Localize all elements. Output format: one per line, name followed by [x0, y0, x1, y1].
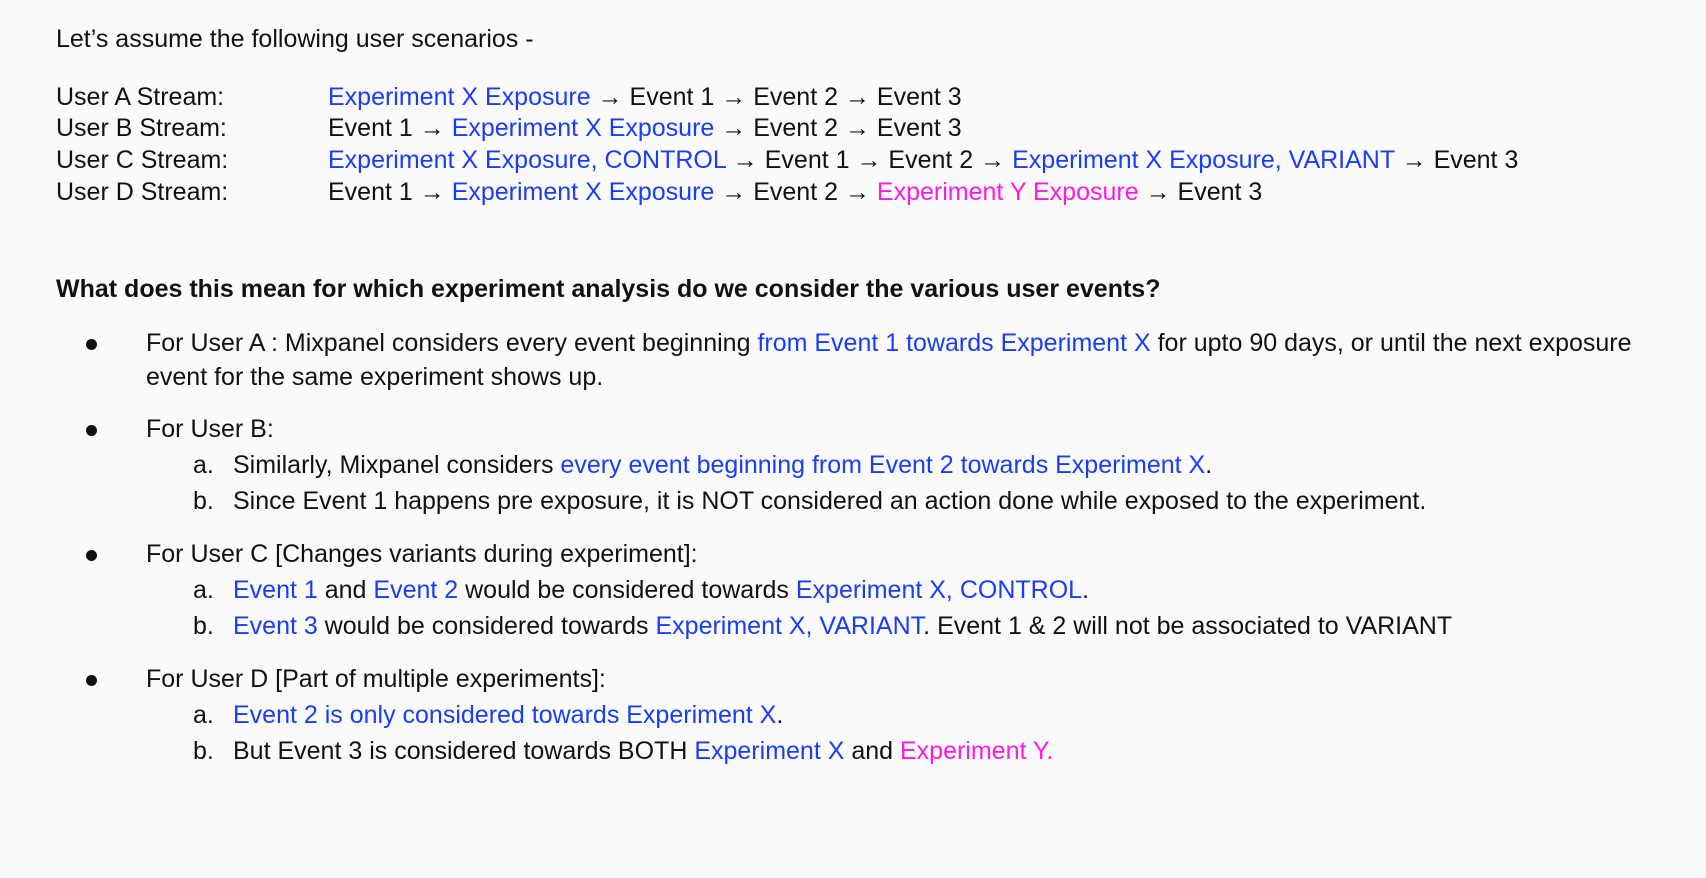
text-segment: For User C [Changes variants during experiment]: [146, 539, 698, 568]
text-segment: Event 1 [328, 114, 413, 143]
text-segment: Event 2 [888, 146, 974, 174]
stream-body [328, 113, 962, 145]
text-segment: Experiment X Exposure [328, 82, 591, 111]
stream-label: User C Stream: [56, 146, 229, 174]
text-segment: Event 3 [1433, 146, 1519, 174]
text-segment: → [1394, 146, 1434, 174]
text-segment: → [714, 177, 754, 206]
text-segment: Similarly, Mixpanel considers [233, 450, 561, 479]
sub-text [233, 487, 1426, 515]
stream-label: User B Stream: [56, 114, 227, 143]
sub-marker: a. [193, 575, 214, 604]
text-segment: → [849, 146, 889, 174]
sub-text [233, 737, 1053, 765]
text-segment: Experiment X [694, 737, 845, 765]
stream-row-b [56, 113, 1666, 145]
explanation-list [56, 326, 1666, 769]
text-segment: For User D [Part of multiple experiments]: [146, 664, 606, 693]
text-segment: → [838, 177, 877, 206]
text-segment: Event 1 [629, 82, 715, 111]
bullet-text [56, 326, 1666, 394]
stream-body [328, 82, 962, 114]
sub-list-user-d [56, 698, 1666, 769]
sub-list-item [56, 573, 1666, 608]
bullet-dot-icon [86, 425, 97, 436]
list-item-user-c [56, 537, 1666, 644]
text-segment: → [412, 177, 452, 206]
text-segment: from Event 1 towards Experiment X [757, 328, 1151, 357]
text-segment: For User A : Mixpanel considers every event beginning [146, 328, 758, 357]
text-segment: Event 1 [328, 177, 413, 206]
text-segment: → [1138, 177, 1178, 206]
text-segment: would be considered towards [317, 612, 656, 640]
text-segment: Experiment X Exposure, CONTROL [328, 146, 726, 174]
text-segment: Event 3 [1177, 177, 1263, 206]
sub-list-item [56, 448, 1666, 483]
sub-list-user-b [56, 448, 1666, 519]
stream-body [328, 145, 1518, 177]
stream-label: User D Stream: [56, 177, 229, 206]
text-segment: Event 1 [233, 575, 318, 604]
text-segment: Since Event 1 happens pre exposure, it is NOT considered an action done while exposed to the experiment. [233, 487, 1427, 515]
sub-text [233, 701, 783, 729]
text-segment: . [1205, 450, 1213, 479]
text-segment: → [590, 82, 630, 111]
text-segment: Event 2 [373, 575, 459, 604]
text-segment: Event 1 [764, 146, 850, 174]
text-segment: . Event 1 & 2 will not be associated to VARIANT [923, 612, 1453, 640]
sub-marker: b. [193, 737, 214, 765]
stream-row-a [56, 82, 1666, 114]
text-segment: and [317, 575, 374, 604]
bullet-text [56, 537, 1666, 571]
sub-text [233, 576, 1089, 604]
text-segment: For User B: [146, 414, 274, 443]
text-segment: Event 2 is only considered towards Experiment X [233, 700, 777, 729]
stream-body [328, 177, 1262, 209]
text-segment: Experiment X, CONTROL [795, 575, 1083, 604]
text-segment: Experiment Y. [900, 737, 1054, 765]
sub-text [233, 612, 1452, 640]
list-item-user-a [56, 326, 1666, 394]
text-segment: → [838, 114, 877, 143]
text-segment: → [973, 146, 1013, 174]
bullet-text [56, 412, 1666, 446]
sub-marker: b. [193, 487, 214, 515]
sub-list-item [56, 609, 1666, 644]
text-segment: Event 2 [753, 114, 838, 143]
sub-marker: b. [193, 612, 214, 640]
text-segment: → [838, 82, 877, 111]
sub-list-item [56, 698, 1666, 733]
text-segment: and [844, 737, 900, 765]
sub-marker: a. [193, 450, 214, 479]
text-segment: Experiment X Exposure, VARIANT [1012, 146, 1395, 174]
stream-row-d [56, 177, 1666, 209]
user-stream-list [56, 82, 1666, 209]
intro-paragraph: Let’s assume the following user scenarios - [56, 25, 534, 53]
text-segment: Experiment X Exposure [451, 114, 715, 143]
section-heading: What does this mean for which experiment analysis do we consider the various user events? [56, 274, 1161, 303]
stream-label: User A Stream: [56, 82, 225, 111]
list-item-user-d [56, 662, 1666, 769]
text-segment: . [776, 700, 784, 729]
text-segment: → [714, 82, 754, 111]
stream-row-c [56, 145, 1666, 177]
bullet-dot-icon [86, 550, 97, 561]
list-item-user-b [56, 412, 1666, 519]
text-segment: Event 3 [876, 82, 962, 111]
sub-list-item [56, 484, 1666, 519]
text-segment: every event beginning from Event 2 towards Experiment X [560, 450, 1206, 479]
text-segment: . [1082, 575, 1090, 604]
bullet-text [56, 662, 1666, 696]
sub-text [233, 451, 1212, 479]
text-segment: But Event 3 is considered towards BOTH [233, 737, 695, 765]
text-segment: Event 2 [753, 82, 838, 111]
text-segment: Experiment X, VARIANT [655, 612, 924, 640]
text-segment: Event 3 [876, 114, 962, 143]
text-segment: Experiment Y Exposure [876, 177, 1139, 206]
text-segment: Event 2 [753, 177, 838, 206]
sub-list-item [56, 734, 1666, 769]
sub-marker: a. [193, 700, 214, 729]
text-segment: for upto 90 days, or until the next exposure event for the same experiment shows up. [146, 328, 1632, 391]
bullet-dot-icon [86, 675, 97, 686]
text-segment: Event 3 [233, 612, 318, 640]
text-segment: → [412, 114, 452, 143]
text-segment: → [725, 146, 765, 174]
text-segment: → [714, 114, 754, 143]
bullet-dot-icon [86, 339, 97, 350]
text-segment: Experiment X Exposure [451, 177, 715, 206]
text-segment: would be considered towards [458, 575, 796, 604]
sub-list-user-c [56, 573, 1666, 644]
